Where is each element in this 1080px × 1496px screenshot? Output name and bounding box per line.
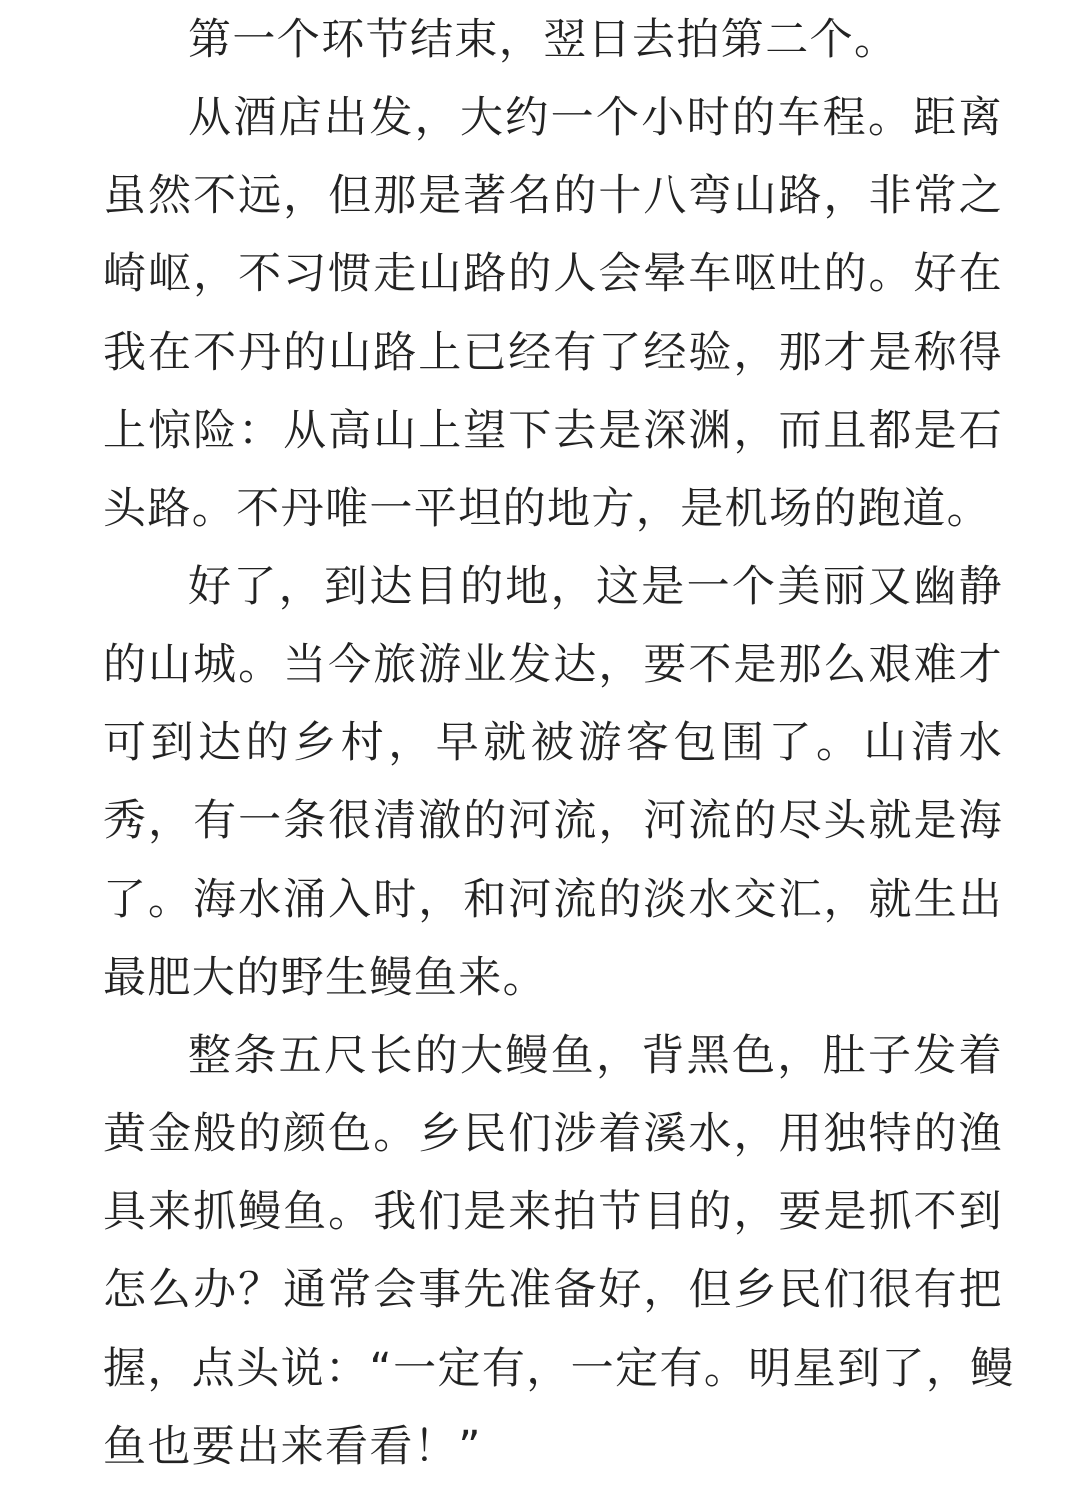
- text-line: 可到达的乡村，早就被游客包围了。山清水: [103, 718, 1003, 768]
- text-line: 了。海水涌入时，和河流的淡水交汇，就生出: [103, 875, 1003, 925]
- text-line: 头路。不丹唯一平坦的地方，是机场的跑道。: [103, 484, 991, 534]
- text-line: 我在不丹的山路上已经有了经验，那才是称得: [103, 328, 1003, 378]
- text-line: 上惊险：从高山上望下去是深渊，而且都是石: [103, 406, 1003, 456]
- text-line: 的山城。当今旅游业发达，要不是那么艰难才: [103, 640, 1003, 690]
- text-line: 整条五尺长的大鳗鱼，背黑色，肚子发着: [188, 1031, 1003, 1081]
- text-line: 好了，到达目的地，这是一个美丽又幽静: [188, 562, 1003, 612]
- text-line: 怎么办？通常会事先准备好，但乡民们很有把: [103, 1265, 1003, 1315]
- text-line: 握，点头说：“一定有，一定有。明星到了，鳗: [103, 1344, 1015, 1394]
- text-line: 虽然不远，但那是著名的十八弯山路，非常之: [103, 171, 1003, 221]
- text-line: 秀，有一条很清澈的河流，河流的尽头就是海: [103, 796, 1003, 846]
- text-line: 第一个环节结束，翌日去拍第二个。: [188, 15, 899, 65]
- text-line: 鱼也要出来看看！”: [103, 1422, 482, 1472]
- text-line: 黄金般的颜色。乡民们涉着溪水，用独特的渔: [103, 1109, 1003, 1159]
- text-line: 从酒店出发，大约一个小时的车程。距离: [188, 93, 1003, 143]
- text-line: 最肥大的野生鳗鱼来。: [103, 953, 547, 1003]
- text-line: 具来抓鳗鱼。我们是来拍节目的，要是抓不到: [103, 1187, 1003, 1237]
- text-line: 崎岖，不习惯走山路的人会晕车呕吐的。好在: [103, 249, 1003, 299]
